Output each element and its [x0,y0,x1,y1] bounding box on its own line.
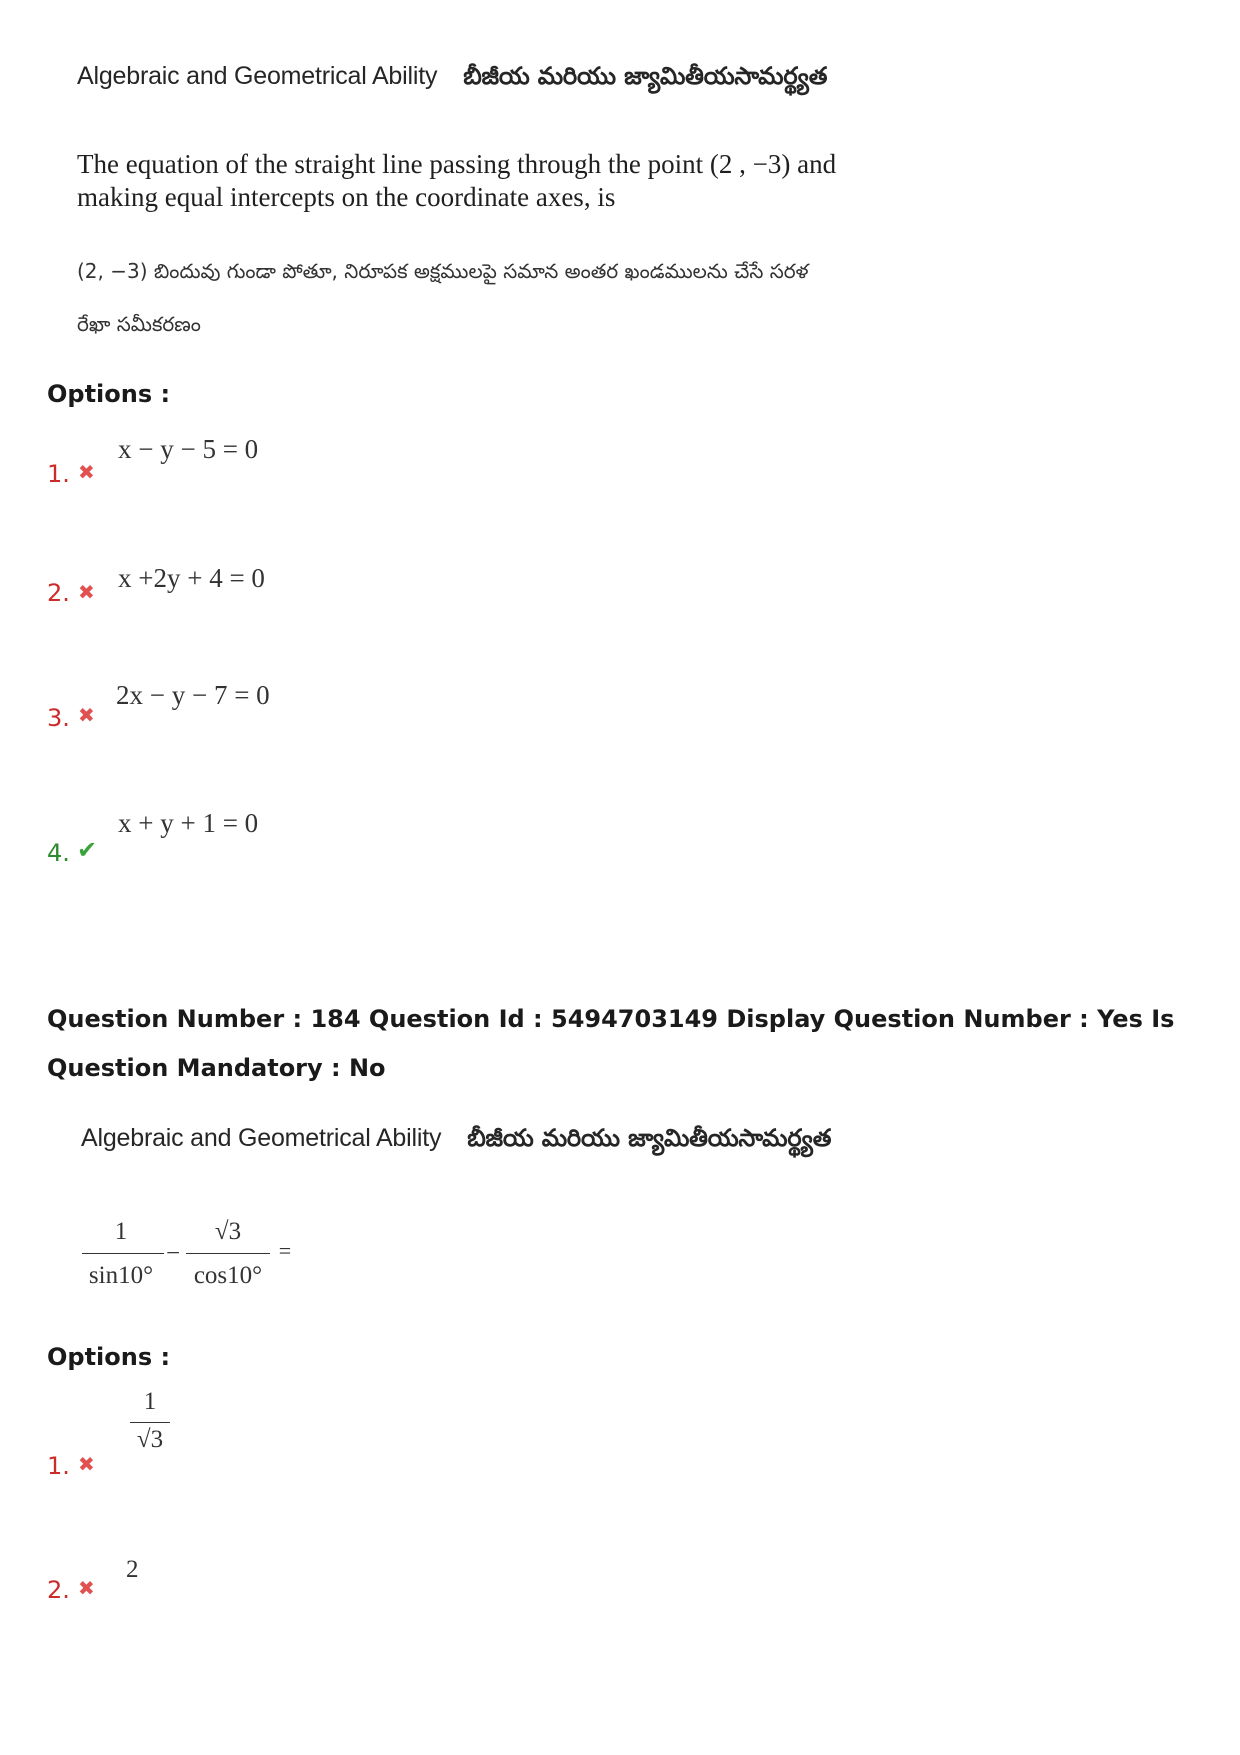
q2-subject-en: Algebraic and Geometrical Ability [81,1124,442,1152]
q1-option-2-equation: x +2y + 4 = 0 [118,563,265,593]
q1-option-3-number: 3. [47,704,70,732]
wrong-mark-icon: ✖ [78,703,95,727]
q1-option-1-equation: x − y − 5 = 0 [118,434,259,464]
q2-expr-fraction-bar-1 [82,1253,164,1254]
q2-expr-equals: = [278,1238,292,1263]
wrong-mark-icon: ✖ [78,1576,95,1600]
q2-expr-numerator-2: √3 [214,1218,242,1245]
q1-question-text-te-line2: రేఖా సమీకరణం [77,312,201,336]
q2-subject-te: బీజీయ మరియు జ్యామితీయసామర్థ్యత [467,1124,832,1152]
wrong-mark-icon: ✖ [78,460,95,484]
q2-option-2-number: 2. [47,1576,70,1604]
q2-option-1-numerator: 1 [143,1388,157,1415]
q2-expr-fraction-bar-2 [186,1253,270,1254]
q1-option-3-equation: 2x − y − 7 = 0 [116,680,270,710]
q2-option-1-fraction-bar [130,1422,170,1423]
q2-expr-numerator-1: 1 [114,1218,128,1245]
q2-option-1-denominator: √3 [136,1426,164,1453]
q1-subject-en: Algebraic and Geometrical Ability [77,62,438,90]
q1-option-2-number: 2. [47,579,70,607]
q2-expr-denominator-1: sin10° [88,1262,154,1289]
q1-option-1-number: 1. [47,460,70,488]
q2-subject-heading [81,1124,831,1158]
wrong-mark-icon: ✖ [78,580,95,604]
q2-expr-minus: − [165,1240,181,1267]
q1-subject-te: బీజీయ మరియు జ్యామితీయసామర్థ్యత [463,62,828,90]
q1-option-4-equation: x + y + 1 = 0 [118,808,259,838]
q1-question-text-en: The equation of the straight line passing through the point (2 , −3) and making equal intercepts on the coordinate axes, is [77,149,837,212]
q1-option-4-number: 4. [47,839,70,867]
q1-question-text-te-line1: (2, −3) బిందువు గుండా పోతూ, నిరూపక అక్షములపై సమాన అంతర ఖండములను చేసే సరళ [77,259,809,283]
check-mark-icon: ✔ [77,836,98,864]
q1-options-label: Options : [47,380,171,408]
q2-option-2-value: 2 [126,1556,139,1583]
q2-expr-denominator-2: cos10° [193,1262,263,1289]
q2-expression [80,1210,310,1310]
q2-option-1-number: 1. [47,1452,70,1480]
q2-question-meta: Question Number : 184 Question Id : 5494703149 Display Question Number : Yes Is Question Mandatory : No [47,1005,1175,1082]
q2-option-1-fraction [128,1388,172,1462]
wrong-mark-icon: ✖ [78,1452,95,1476]
q1-subject-heading [77,62,827,96]
q2-options-label: Options : [47,1343,171,1371]
